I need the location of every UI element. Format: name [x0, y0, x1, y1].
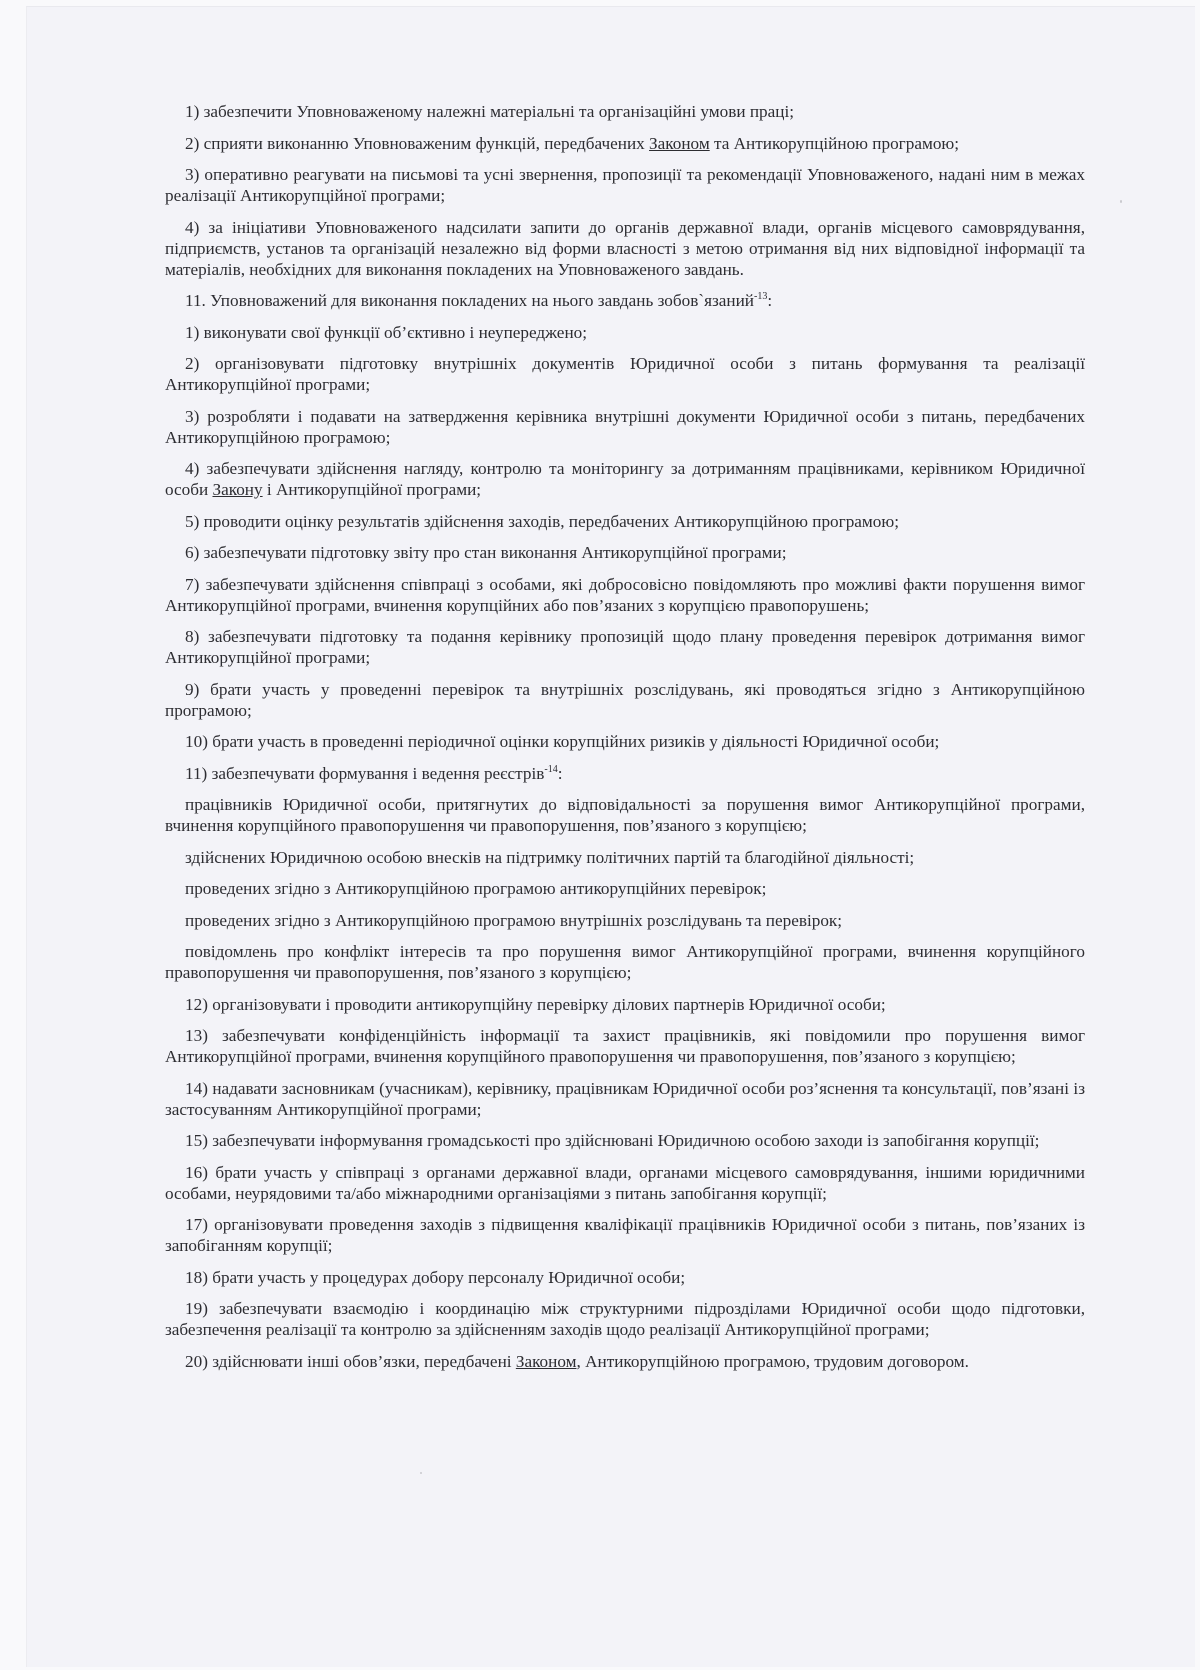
paragraph-text: здійснених Юридичною особою внесків на підтримку політичних партій та благодійної діяльності;: [185, 847, 915, 867]
paragraph-text: 17) організовувати проведення заходів з підвищення кваліфікації працівників Юридичної особи з питань, пов’язаних із запобіганням корупції;: [165, 1215, 1085, 1255]
paragraph-p25: [165, 1130, 1085, 1151]
paragraph-text: 12) організовувати і проводити антикорупційну перевірку ділових партнерів Юридичної особи;: [185, 994, 886, 1014]
footnote-reference: -14: [544, 763, 558, 775]
paragraph-p18: [165, 847, 1085, 868]
paragraph-text: 16) брати участь у співпраці з органами державної влади, органами місцевого самоврядування, іншими юридичними особами, неурядовими та/або міжнародними організаціями з питань запобігання корупції;: [165, 1162, 1085, 1203]
paragraph-text: та Антикорупційною програмою;: [709, 133, 960, 153]
paragraph-p23: [165, 1025, 1085, 1067]
paragraph-p4: [165, 217, 1085, 280]
paragraph-p15: [165, 731, 1085, 752]
paragraph-text: і Антикорупційної програми;: [262, 480, 482, 499]
paragraph-p28: [165, 1267, 1085, 1288]
paragraph-text: 4) забезпечувати здійснення нагляду, контролю та моніторингу за дотриманням працівниками, керівником Юридичної особи: [165, 459, 1085, 499]
paragraph-p21: [165, 941, 1085, 983]
paragraph-p5: [165, 290, 1085, 311]
paragraph-p30: [165, 1351, 1085, 1372]
law-link[interactable]: Законом: [649, 133, 710, 153]
paragraph-text: 20) здійснювати інші обов’язки, передбачені: [185, 1351, 516, 1371]
paragraph-p3: [165, 164, 1085, 206]
paragraph-p27: [165, 1214, 1085, 1256]
paragraph-p12: [165, 574, 1085, 616]
paragraph-p1: [165, 101, 1085, 122]
scan-speck: [1120, 200, 1122, 203]
paragraph-text: 14) надавати засновникам (учасникам), керівнику, працівникам Юридичної особи роз’яснення та консультації, пов’язані із застосуванням Антикорупційної програми;: [165, 1078, 1085, 1119]
paragraph-text: 4) за ініціативи Уповноваженого надсилати запити до органів державної влади, органів місцевого самоврядування, підприємств, установ та організацій незалежно від форми власності з метою отримання від них відповідної інформації та матеріалів, необхідних для виконання покладених на Уповноваженого завдань.: [165, 217, 1085, 279]
paragraph-text: працівників Юридичної особи, притягнутих до відповідальності за порушення вимог Антикорупційної програми, вчинення корупційного правопорушення чи правопорушення, пов’язаного з корупцією;: [165, 795, 1085, 835]
paragraph-text: 15) забезпечувати інформування громадськості про здійснювані Юридичною особою заходи із запобігання корупції;: [185, 1131, 1040, 1150]
paragraph-p9: [165, 458, 1085, 500]
paragraph-p7: [165, 353, 1085, 395]
paragraph-text: , Антикорупційною програмою, трудовим договором.: [576, 1351, 969, 1371]
paragraph-text: повідомлень про конфлікт інтересів та про порушення вимог Антикорупційної програми, вчинення корупційного правопорушення чи правопорушення, пов’язаного з корупцією;: [165, 942, 1085, 982]
document-body: [165, 101, 1085, 1382]
paragraph-text: 11. Уповноважений для виконання покладених на нього завдань зобов`язаний: [185, 291, 754, 310]
paragraph-text: проведених згідно з Антикорупційною програмою внутрішніх розслідувань та перевірок;: [185, 910, 843, 930]
paragraph-p11: [165, 542, 1085, 563]
paragraph-text: 18) брати участь у процедурах добору персоналу Юридичної особи;: [185, 1267, 686, 1287]
paragraph-text: 1) виконувати свої функції об’єктивно і неупереджено;: [185, 322, 588, 342]
paragraph-p19: [165, 878, 1085, 899]
paragraph-p14: [165, 679, 1085, 721]
paragraph-text: :: [767, 291, 773, 310]
paragraph-text: 5) проводити оцінку результатів здійснення заходів, передбачених Антикорупційною програмою;: [185, 511, 900, 531]
paragraph-p20: [165, 910, 1085, 931]
paragraph-p17: [165, 794, 1085, 836]
paragraph-text: 7) забезпечувати здійснення співпраці з особами, які добросовісно повідомляють про можливі факти порушення вимог Антикорупційної програми, вчинення корупційних або пов’язаних з корупцією правопорушень;: [165, 574, 1085, 615]
paragraph-p10: [165, 511, 1085, 532]
paragraph-p22: [165, 994, 1085, 1015]
paragraph-text: 2) організовувати підготовку внутрішніх документів Юридичної особи з питань формування та реалізації Антикорупційної програми;: [165, 354, 1085, 394]
paragraph-text: 6) забезпечувати підготовку звіту про стан виконання Антикорупційної програми;: [185, 543, 787, 562]
paragraph-text: проведених згідно з Антикорупційною програмою антикорупційних перевірок;: [185, 879, 767, 898]
paragraph-text: 2) сприяти виконанню Уповноваженим функцій, передбачених: [185, 133, 650, 153]
paragraph-p26: [165, 1162, 1085, 1204]
scan-speck: [420, 1472, 422, 1474]
paragraph-text: 1) забезпечити Уповноваженому належні матеріальні та організаційні умови праці;: [185, 102, 795, 121]
paragraph-text: 9) брати участь у проведенні перевірок та внутрішніх розслідувань, які проводяться згідно з Антикорупційною програмою;: [165, 679, 1085, 720]
paragraph-text: 19) забезпечувати взаємодію і координацію між структурними підрозділами Юридичної особи щодо підготовки, забезпечення реалізації та контролю за здійсненням заходів щодо реалізації Антикорупційної програми;: [165, 1299, 1085, 1339]
law-link[interactable]: Законом: [515, 1351, 577, 1371]
paragraph-p29: [165, 1298, 1085, 1340]
paragraph-text: 8) забезпечувати підготовку та подання керівнику пропозицій щодо плану проведення перевірок дотримання вимог Антикорупційної програми;: [165, 627, 1085, 667]
law-link[interactable]: Закону: [212, 480, 263, 499]
paragraph-p16: [165, 763, 1085, 784]
paragraph-p13: [165, 626, 1085, 668]
paragraph-p24: [165, 1078, 1085, 1120]
paragraph-text: :: [557, 763, 563, 783]
paragraph-p6: [165, 322, 1085, 343]
paragraph-text: 11) забезпечувати формування і ведення реєстрів: [185, 763, 545, 783]
paragraph-text: 3) оперативно реагувати на письмові та усні звернення, пропозиції та рекомендації Уповноваженого, надані ним в межах реалізації Антикорупційної програми;: [165, 165, 1085, 205]
paragraph-text: 13) забезпечувати конфіденційність інформації та захист працівників, які повідомили про порушення вимог Антикорупційної програми, вчинення корупційного правопорушення чи правопорушення, пов’язаного з корупцією;: [165, 1026, 1085, 1066]
paragraph-text: 10) брати участь в проведенні періодичної оцінки корупційних ризиків у діяльності Юридичної особи;: [185, 732, 940, 751]
paragraph-p2: [165, 133, 1085, 154]
paragraph-p8: [165, 406, 1085, 448]
footnote-reference: -13: [753, 291, 768, 302]
paragraph-text: 3) розробляти і подавати на затвердження керівника внутрішні документи Юридичної особи з питань, передбачених Антикорупційною програмою;: [165, 406, 1085, 447]
